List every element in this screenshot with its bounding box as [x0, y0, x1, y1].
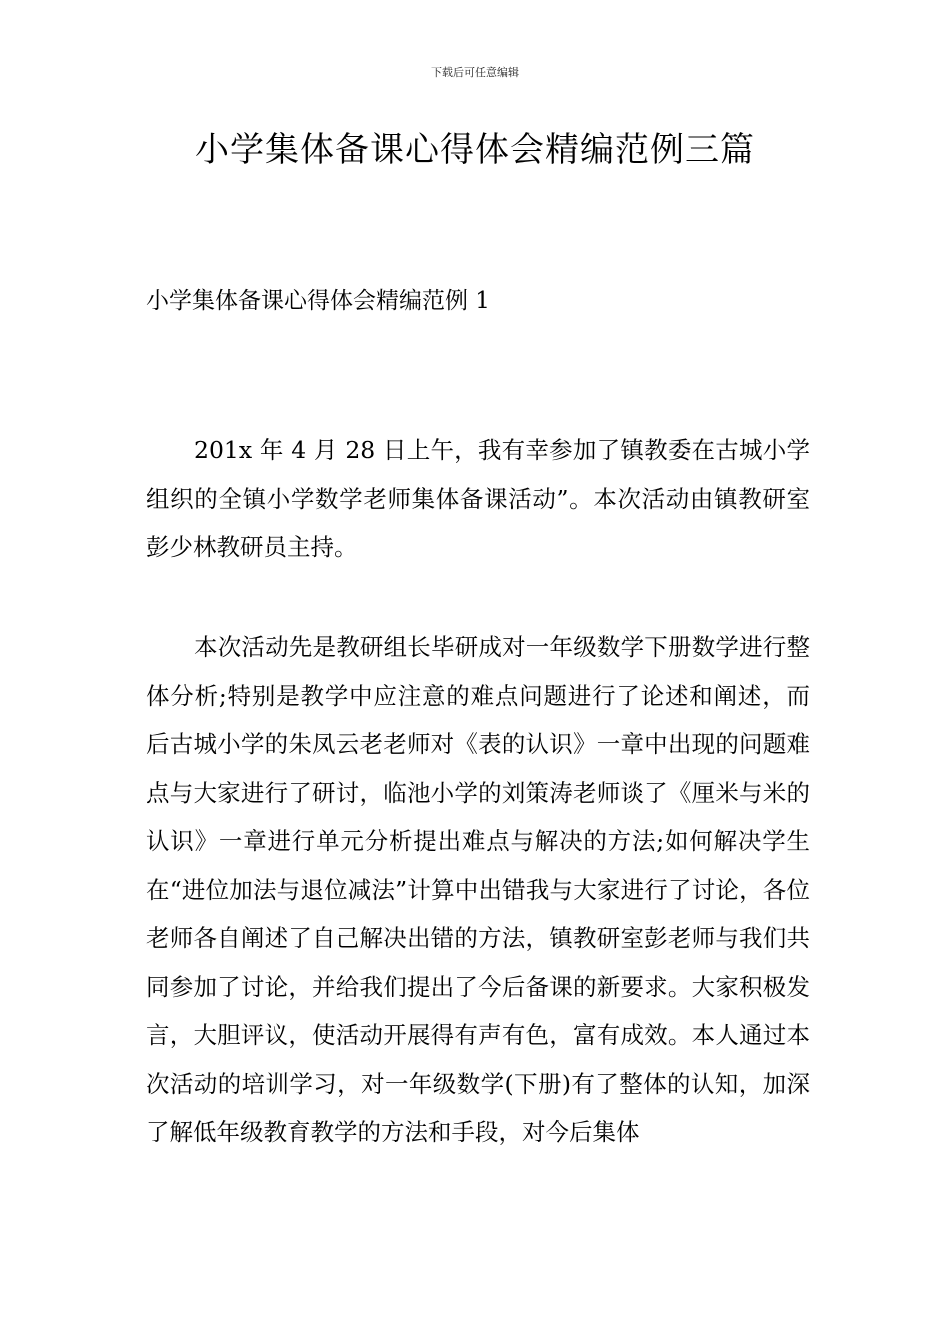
document-title: 小学集体备课心得体会精编范例三篇 [195, 130, 755, 170]
body-paragraph-1: 201x 年 4 月 28 日上午，我有幸参加了镇教委在古城小学组织的全镇小学数学老师集体备课活动”。本次活动由镇教研室彭少林教研员主持。 [146, 436, 810, 561]
section-heading: 小学集体备课心得体会精编范例 1 [146, 288, 490, 314]
download-note: 下载后可任意编辑 [431, 66, 519, 79]
body-paragraph-2: 本次活动先是教研组长毕研成对一年级数学下册数学进行整体分析;特别是教学中应注意的难点问题进行了论述和阐述，而后古城小学的朱凤云老老师对《表的认识》一章中出现的问题难点与大家进行了研讨，临池小学的刘策涛老师谈了《厘米与米的认识》一章进行单元分析提出难点与解决的方法;如何解决学生在“进位加法与退位减法”计算中出错我与大家进行了讨论，各位老师各自阐述了自己解决出错的方法，镇教研室彭老师与我们共同参加了讨论，并给我们提出了今后备课的新要求。大家积极发言，大胆评议，使活动开展得有声有色，富有成效。本人通过本次活动的培训学习，对一年级数学(下册)有了整体的认知，加深了解低年级教育教学的方法和手段，对今后集体 [146, 633, 810, 1146]
